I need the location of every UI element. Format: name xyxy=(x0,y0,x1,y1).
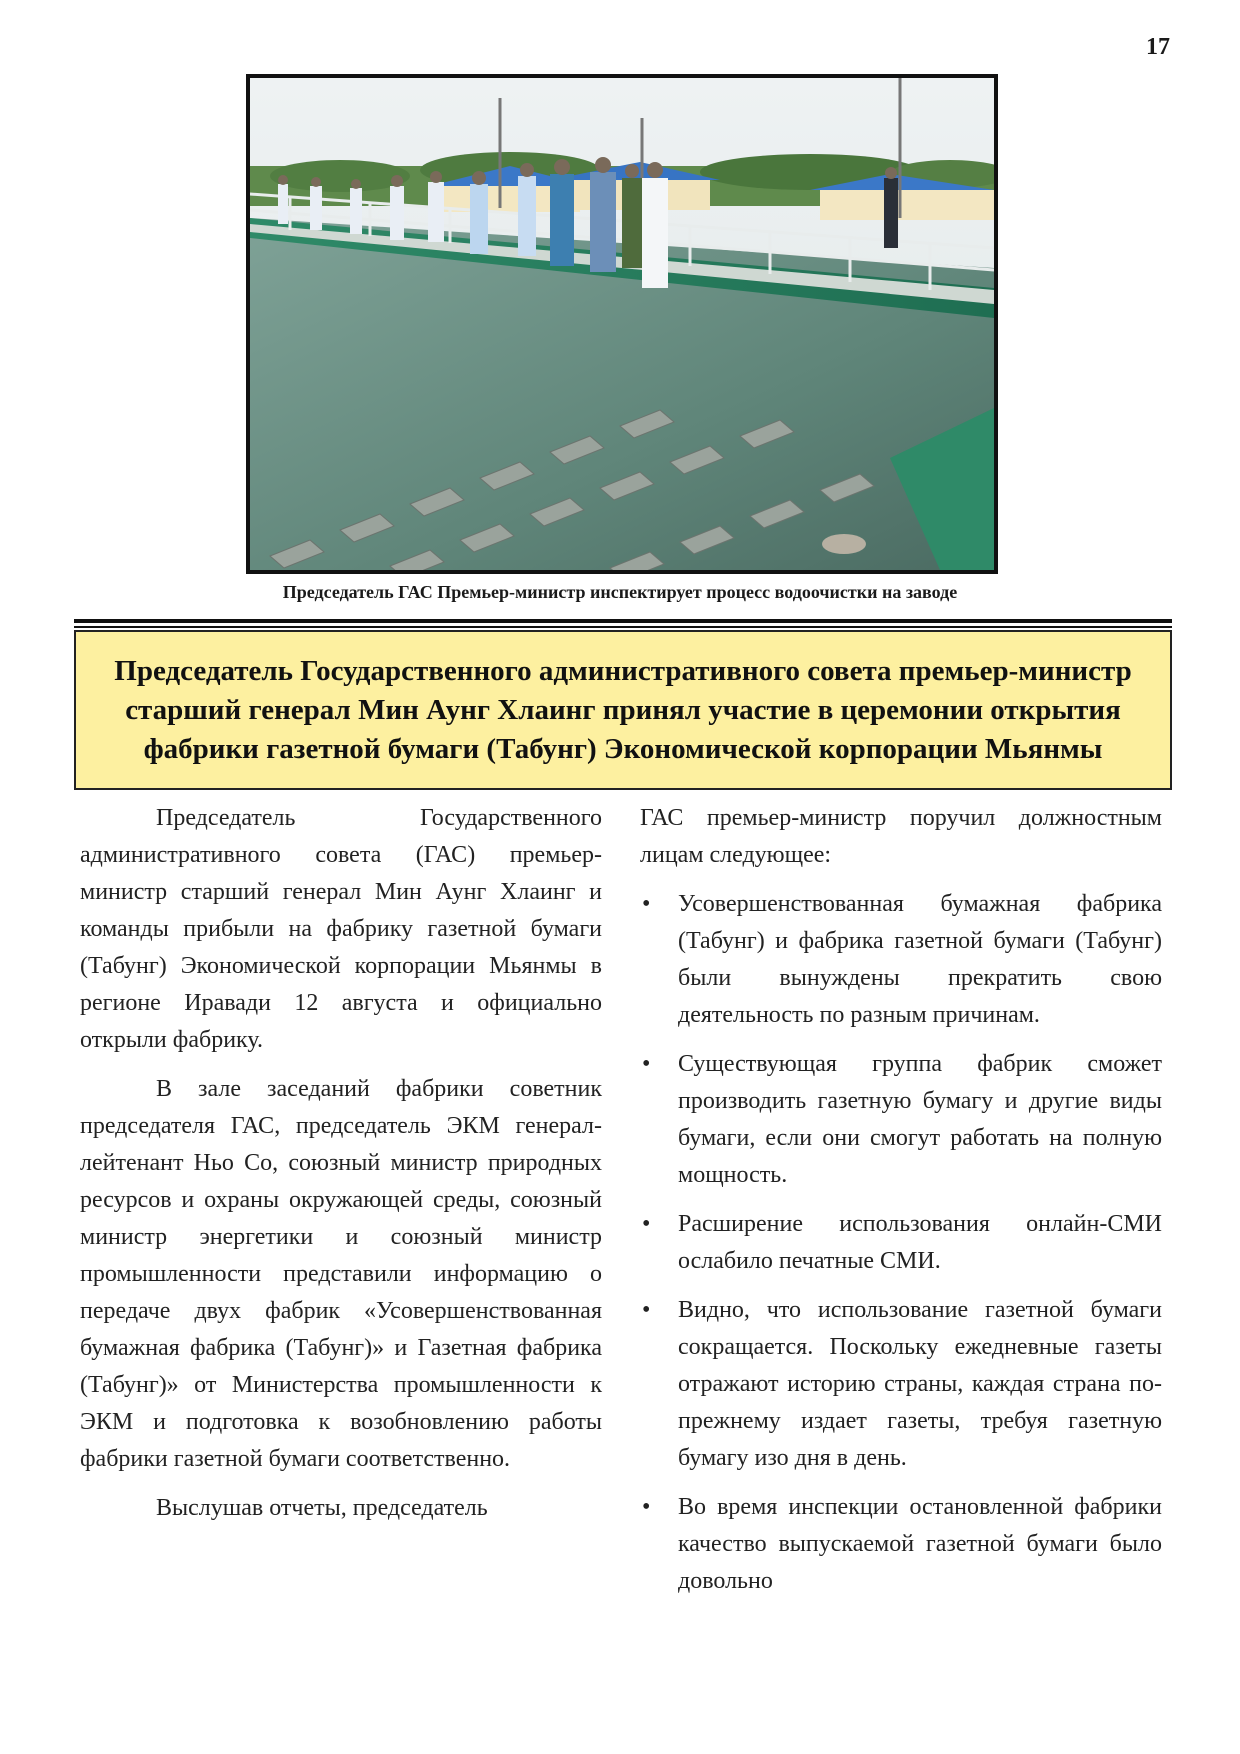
bullet-icon: • xyxy=(642,1494,651,1520)
article-paragraph: Выслушав отчеты, председатель xyxy=(156,1495,488,1521)
headline-box xyxy=(74,630,1172,790)
divider-thin xyxy=(74,626,1172,628)
list-item-text: Расширение использования онлайн-СМИ ослабило печатные СМИ. xyxy=(678,1211,1162,1274)
photo-caption: Председатель ГАС Премьер-министр инспектирует процесс водоочистки на заводе xyxy=(282,582,958,602)
water-treatment-photo xyxy=(250,78,994,570)
article-left-column xyxy=(80,800,602,1539)
instructions-list xyxy=(640,886,1162,1600)
bullet-icon: • xyxy=(642,1297,651,1323)
list-item-text: Усовершенствованная бумажная фабрика (Табунг) и фабрика газетной бумаги (Табунг) были вынуждены прекратить свою деятельность по разным причинам. xyxy=(678,891,1162,1028)
bullet-icon: • xyxy=(642,1051,651,1077)
list-item-text: Существующая группа фабрик сможет производить газетную бумагу и другие виды бумаги, если они смогут работать на полную мощность. xyxy=(678,1051,1162,1188)
article-paragraph: ГАС премьер-министр поручил должностным лицам следующее: xyxy=(640,805,1162,868)
article-paragraph: В зале заседаний фабрики советник председателя ГАС, председатель ЭКМ генерал-лейтенант Ньо Со, союзный министр природных ресурсов и охраны окружающей среды, союзный министр энергетики и союзный министр промышленности представили информацию о передаче двух фабрик «Усовершенствованная бумажная фабрика (Табунг)» и Газетная фабрика (Табунг)» от Министерства промышленности к ЭКМ и подготовка к возобновлению работы фабрики газетной бумаги соответственно. xyxy=(80,1076,602,1472)
list-item xyxy=(640,1206,1162,1280)
article-right-column xyxy=(640,800,1162,1612)
list-item xyxy=(640,886,1162,1034)
list-item xyxy=(640,1046,1162,1194)
divider-thick xyxy=(74,619,1172,623)
bullet-icon: • xyxy=(642,891,651,917)
news-photo xyxy=(246,74,998,574)
list-item xyxy=(640,1292,1162,1477)
article-paragraph: Председатель Государственного административного совета (ГАС) премьер-министр старший генерал Мин Аунг Хлаинг и команды прибыли на фабрику газетной бумаги (Табунг) Экономической корпорации Мьянмы в регионе Иравади 12 августа и официально открыли фабрику. xyxy=(80,805,602,1053)
list-item xyxy=(640,1489,1162,1600)
bullet-icon: • xyxy=(642,1211,651,1237)
list-item-text: Видно, что использование газетной бумаги сокращается. Поскольку ежедневные газеты отражают историю страны, каждая страна по-прежнему издает газеты, требуя газетную бумагу изо дня в день. xyxy=(678,1297,1162,1471)
page-number: 17 xyxy=(1146,34,1170,60)
article-headline: Председатель Государственного административного совета премьер-министр старший генерал Мин Аунг Хлаинг принял участие в церемонии открытия фабрики газетной бумаги (Табунг) Экономической корпорации Мьянмы xyxy=(114,654,1132,765)
list-item-text: Во время инспекции остановленной фабрики качество выпускаемой газетной бумаги было довольно xyxy=(678,1494,1162,1594)
